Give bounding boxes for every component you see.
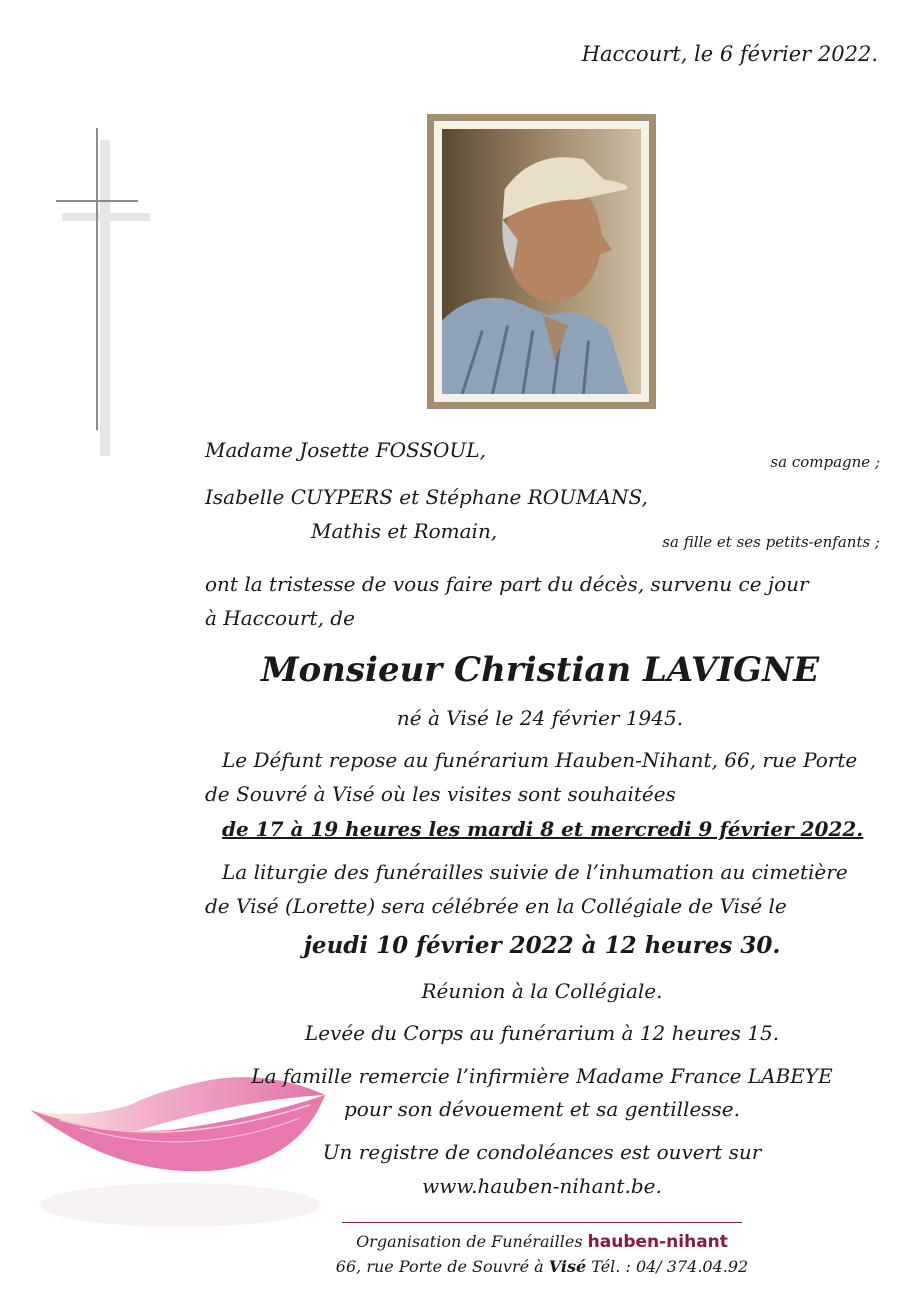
registry-line-1: Un registre de condoléances est ouvert sur: [322, 1140, 762, 1164]
family-relation-children: sa fille et ses petits-enfants ;: [662, 533, 880, 551]
announcement-line-1: ont la tristesse de vous faire part du décès, survenu ce jour: [205, 572, 809, 596]
registry-url[interactable]: www.hauben-nihant.be.: [422, 1174, 662, 1198]
family-line-children: Isabelle CUYPERS et Stéphane ROUMANS,: [205, 485, 648, 509]
footer-address-street: 66, rue Porte de Souvré à: [335, 1257, 544, 1276]
footer-phone: Tél. : 04/ 374.04.92: [591, 1257, 749, 1276]
ceremony-meeting: Réunion à la Collégiale.: [421, 979, 663, 1003]
cross-icon: [56, 126, 156, 456]
deceased-name: Monsieur Christian LAVIGNE: [260, 650, 820, 690]
ceremony-datetime: jeudi 10 février 2022 à 12 heures 30.: [303, 932, 781, 959]
announcement-line-2: à Haccourt, de: [205, 606, 355, 630]
ceremony-line-2: de Visé (Lorette) sera célébrée en la Collégiale de Visé le: [205, 894, 787, 918]
ceremony-levee: Levée du Corps au funérarium à 12 heures 15.: [304, 1021, 780, 1045]
footer-org-prefix: Organisation de Funérailles: [356, 1232, 583, 1251]
footer-divider: [342, 1222, 742, 1223]
footer-address: [0, 1257, 918, 1276]
visits-line-2: de Souvré à Visé où les visites sont souhaitées: [205, 782, 676, 806]
ceremony-line-1: La liturgie des funérailles suivie de l’inhumation au cimetière: [222, 860, 848, 884]
visits-line-1: Le Défunt repose au funérarium Hauben-Nihant, 66, rue Porte: [222, 748, 858, 772]
family-relation-compagne: sa compagne ;: [770, 453, 880, 471]
footer-organisation: [0, 1232, 918, 1252]
brand-logo: hauben-nihant: [587, 1232, 728, 1252]
footer-address-city: Visé: [548, 1257, 587, 1276]
document-date: Haccourt, le 6 février 2022.: [581, 42, 878, 66]
visits-times: de 17 à 19 heures les mardi 8 et mercredi 9 février 2022.: [222, 817, 864, 841]
deceased-birth: né à Visé le 24 février 1945.: [396, 706, 684, 730]
thanks-line-2: pour son dévouement et sa gentillesse.: [343, 1097, 741, 1121]
portrait-frame: [427, 114, 656, 409]
family-line-compagne: Madame Josette FOSSOUL,: [205, 438, 486, 462]
portrait-photo: [442, 129, 641, 394]
thanks-line-1: La famille remercie l’infirmière Madame France LABEYE: [251, 1064, 833, 1088]
family-line-grandchildren: Mathis et Romain,: [311, 519, 498, 543]
